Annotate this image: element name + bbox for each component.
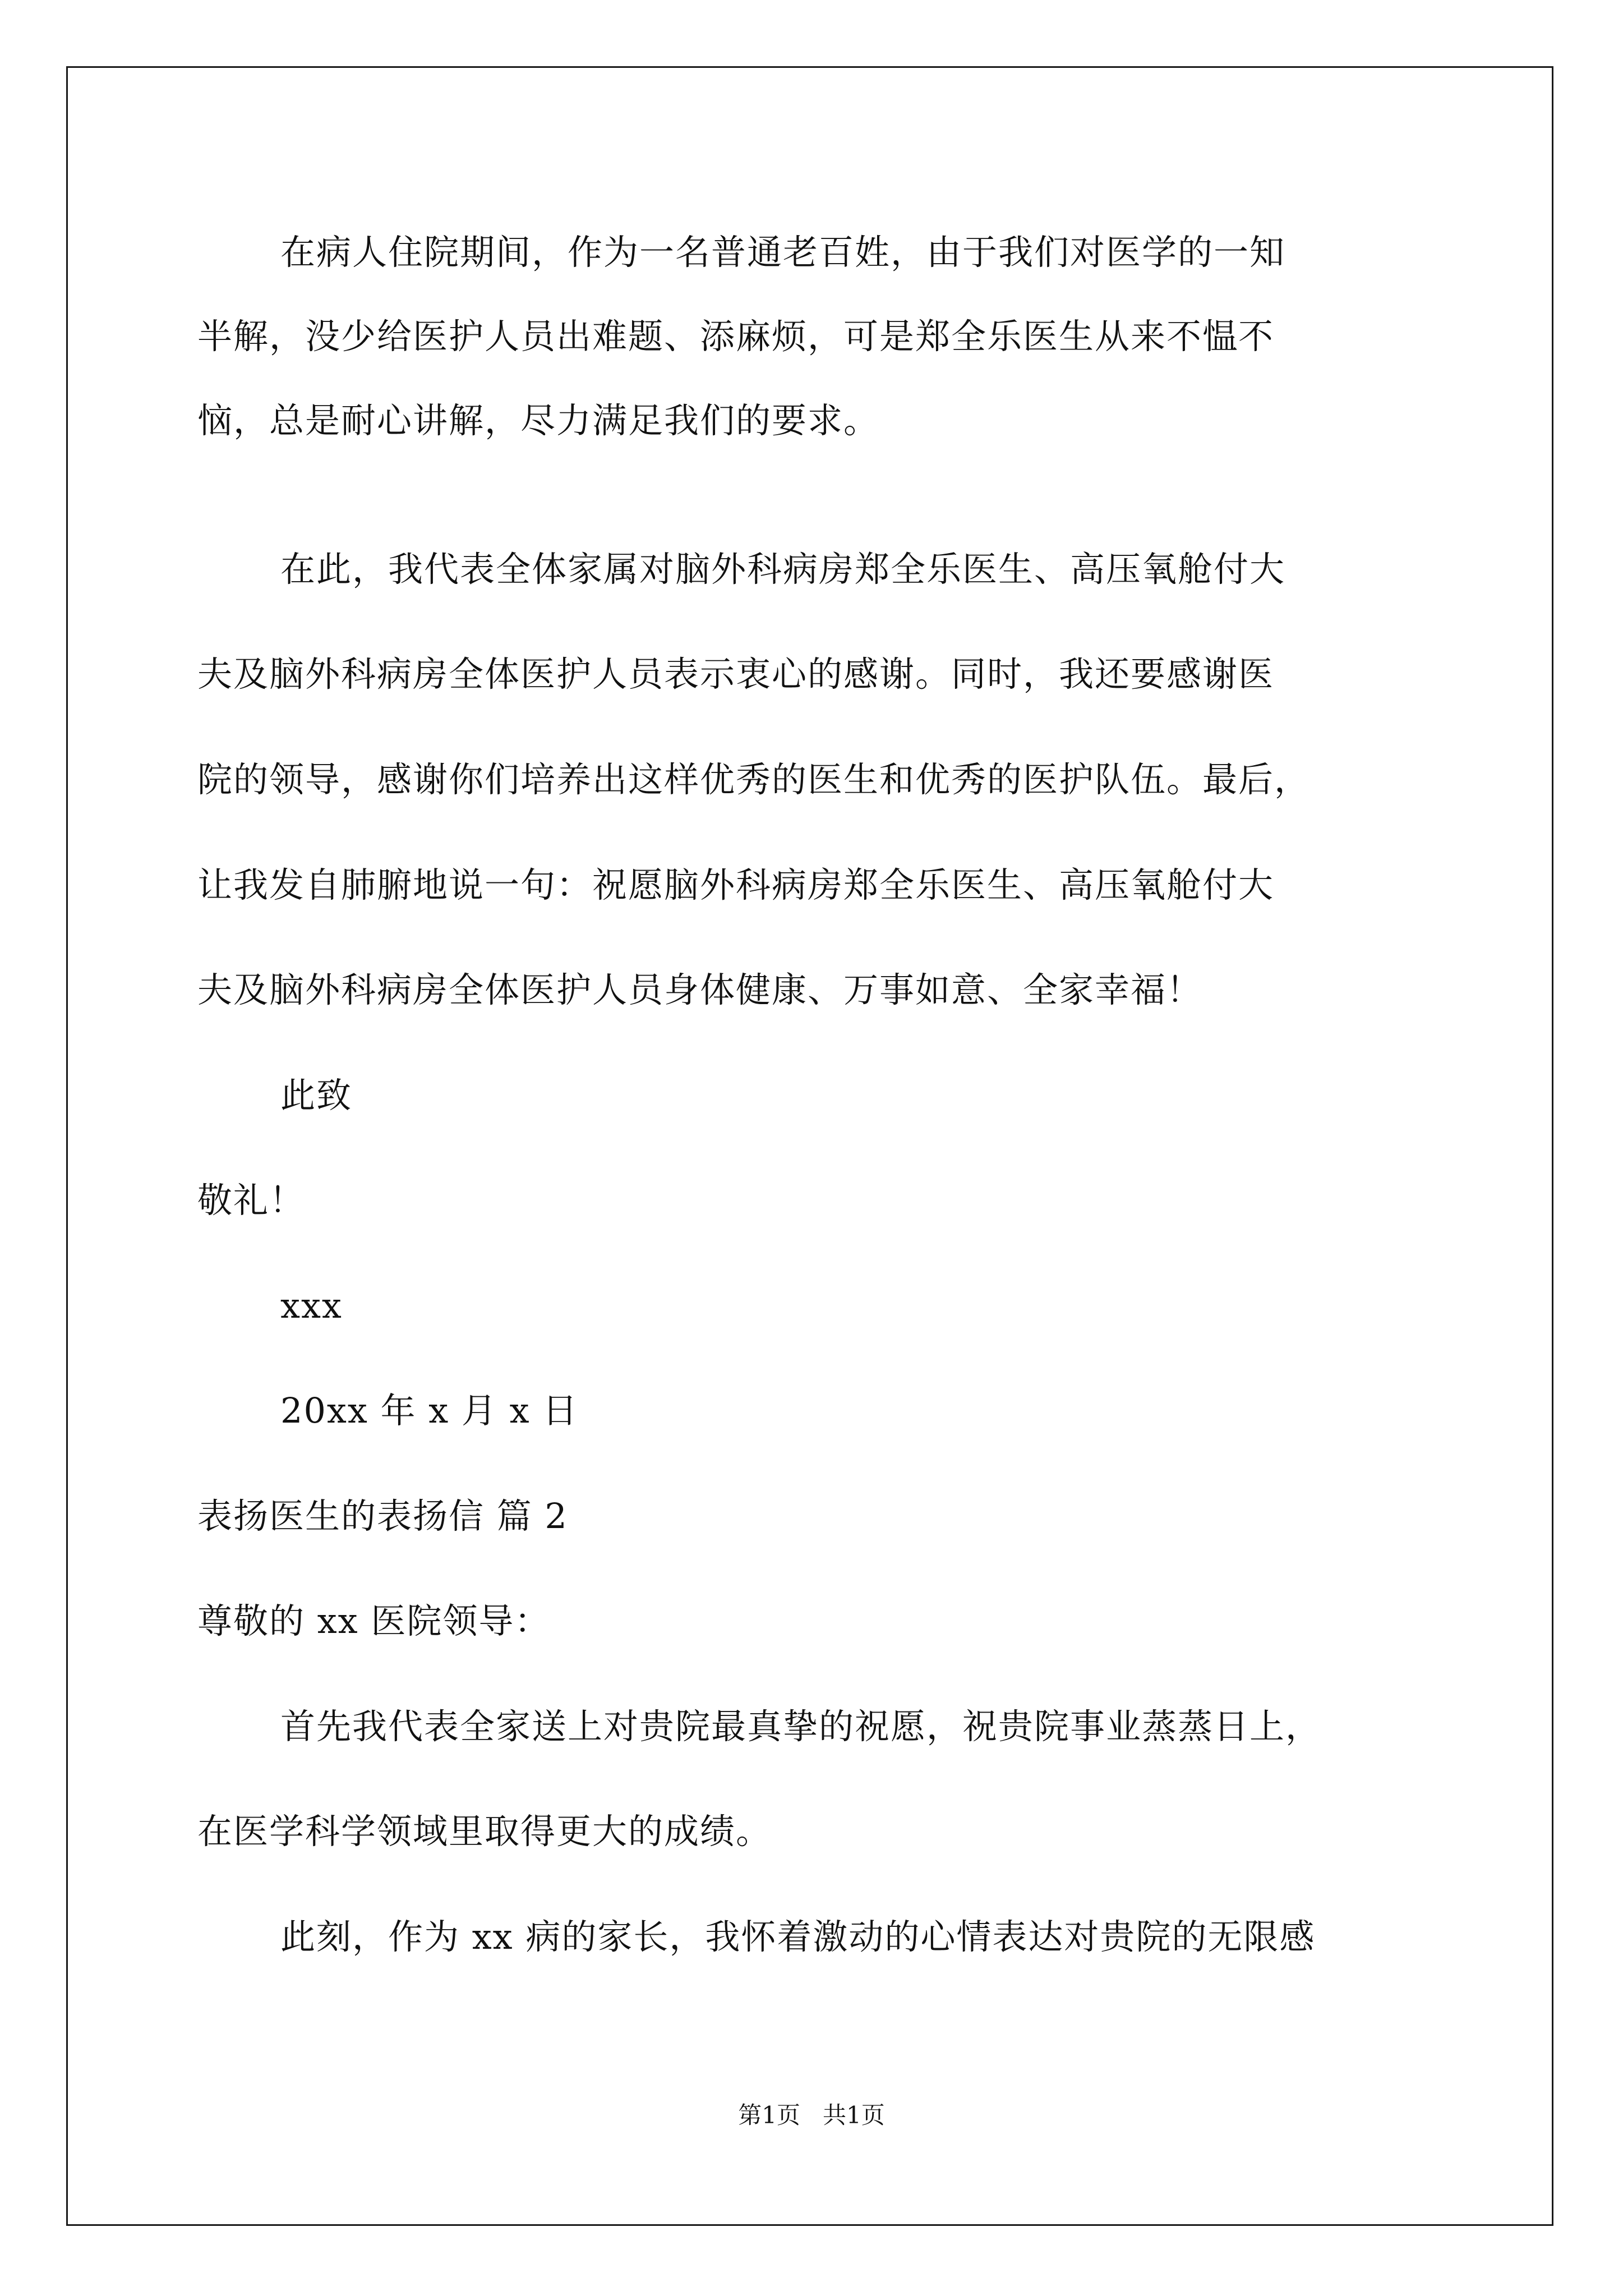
paragraph-1-line-3: 恼，总是耐心讲解，尽力满足我们的要求。 <box>197 400 880 441</box>
signature-date: 20xx 年 x 月 x 日 <box>280 1390 579 1431</box>
letter-greeting: 尊敬的 xx 医院领导： <box>197 1600 551 1641</box>
paragraph-3-line-2: 在医学科学领域里取得更大的成绩。 <box>197 1811 772 1852</box>
paragraph-2-line-1: 在此，我代表全体家属对脑外科病房郑全乐医生、高压氧舱付大 <box>280 549 1286 590</box>
paragraph-2-line-3: 院的领导，感谢你们培养出这样优秀的医生和优秀的医护队伍。最后， <box>197 759 1311 800</box>
paragraph-4-line-1: 此刻，作为 xx 病的家长，我怀着激动的心情表达对贵院的无限感 <box>280 1916 1316 1957</box>
paragraph-3-line-1: 首先我代表全家送上对贵院最真挚的祝愿，祝贵院事业蒸蒸日上， <box>280 1706 1322 1747</box>
signature-name: xxx <box>280 1285 343 1326</box>
section-heading: 表扬医生的表扬信 篇 2 <box>197 1496 568 1536</box>
paragraph-2-line-2: 夫及脑外科病房全体医护人员表示衷心的感谢。同时，我还要感谢医 <box>197 654 1275 694</box>
closing-regards: 敬礼！ <box>197 1180 306 1221</box>
page-border <box>66 66 1553 2226</box>
closing-salutation: 此致 <box>280 1075 353 1116</box>
paragraph-2-line-4: 让我发自肺腑地说一句：祝愿脑外科病房郑全乐医生、高压氧舱付大 <box>197 864 1275 905</box>
paragraph-1-line-2: 半解，没少给医护人员出难题、添麻烦，可是郑全乐医生从来不愠不 <box>197 316 1275 357</box>
paragraph-2-line-5: 夫及脑外科病房全体医护人员身体健康、万事如意、全家幸福！ <box>197 969 1203 1010</box>
paragraph-1-line-1: 在病人住院期间，作为一名普通老百姓，由于我们对医学的一知 <box>280 232 1286 273</box>
page-footer: 第1页 共1页 <box>738 2101 885 2129</box>
